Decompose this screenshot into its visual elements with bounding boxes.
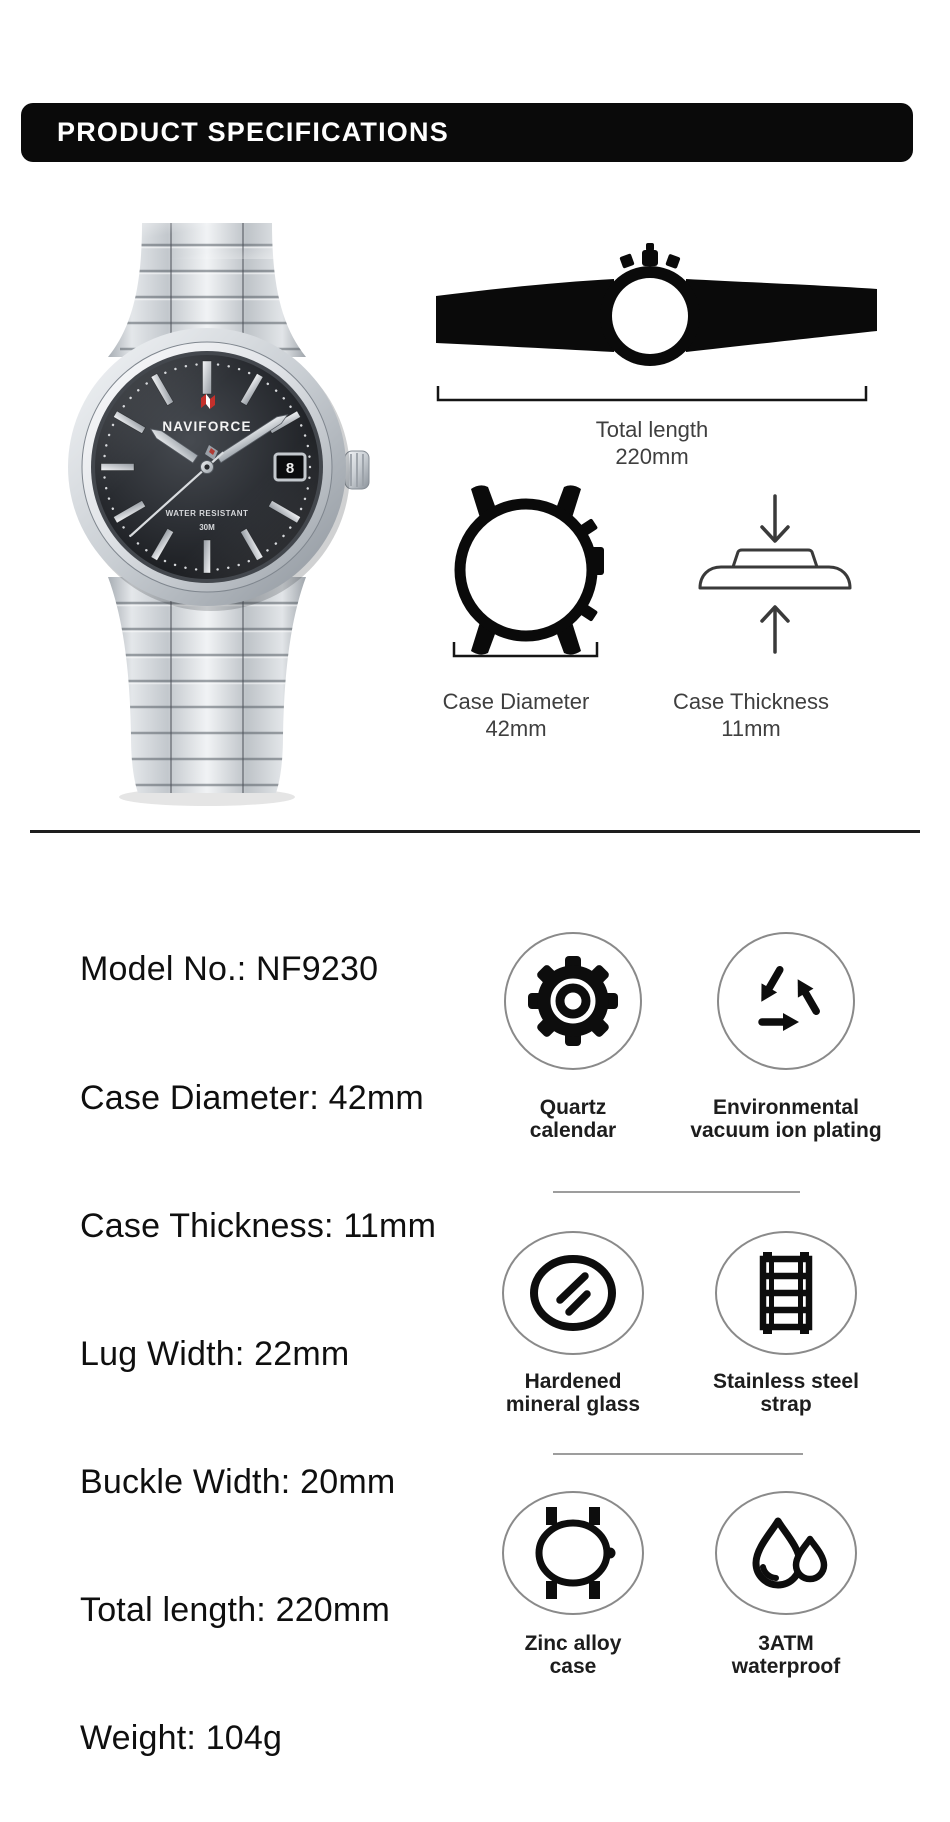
spec-lug-width: Lug Width: 22mm <box>80 1335 350 1373</box>
header-bar <box>21 103 913 162</box>
feature-divider-1 <box>553 1191 800 1193</box>
brand-name: NAVIFORCE <box>162 419 252 434</box>
total-length-label-line1: Total length <box>595 417 709 442</box>
watch-photo <box>50 175 370 820</box>
recycle-icon <box>711 926 861 1076</box>
case-diameter-value: 42mm <box>485 716 547 741</box>
feature-label-line1: Zinc alloy <box>524 1632 622 1655</box>
case-side-profile <box>700 550 850 588</box>
case-thickness-value: 11mm <box>721 716 781 741</box>
feature-label-line1: Quartz <box>539 1096 607 1119</box>
feature-ion-plating <box>661 926 911 1142</box>
spec-buckle-width: Buckle Width: 20mm <box>80 1463 396 1501</box>
feature-label-line1: Stainless steel <box>713 1370 859 1393</box>
spec-model: Model No.: NF9230 <box>80 950 379 988</box>
date-window <box>275 454 305 480</box>
spec-case-thickness: Case Thickness: 11mm <box>80 1207 437 1245</box>
spec-total-length: Total length: 220mm <box>80 1591 390 1629</box>
feature-label-line2: waterproof <box>731 1655 841 1678</box>
spec-weight: Weight: 104g <box>80 1719 283 1757</box>
mineral-glass-icon <box>498 1226 648 1360</box>
feature-label-line2: case <box>549 1655 597 1678</box>
feature-label-line1: 3ATM <box>758 1632 814 1655</box>
feature-label-line1: Hardened <box>524 1370 622 1393</box>
feature-label-line1: Environmental <box>713 1096 859 1119</box>
section-divider <box>30 830 920 833</box>
feature-label-line2: strap <box>760 1393 812 1416</box>
gear-icon <box>498 926 648 1076</box>
case-thickness-label <box>601 688 901 742</box>
total-length-measure-line <box>438 386 866 400</box>
waterproof-icon <box>711 1486 861 1620</box>
total-length-diagram <box>420 240 885 415</box>
case-thickness-diagram <box>690 485 870 660</box>
feature-label-line2: calendar <box>529 1119 617 1142</box>
case-diameter-label-line1: Case Diameter <box>442 689 590 714</box>
spec-case-diameter: Case Diameter: 42mm <box>80 1079 424 1117</box>
feature-divider-2 <box>553 1453 803 1455</box>
total-length-value: 220mm <box>615 444 689 469</box>
page-title: PRODUCT SPECIFICATIONS <box>57 117 449 147</box>
case-thickness-label-line1: Case Thickness <box>672 689 830 714</box>
case-diameter-diagram <box>430 475 670 665</box>
feature-label-line2: vacuum ion plating <box>690 1119 882 1142</box>
feature-waterproof <box>661 1486 911 1678</box>
dial-text-line1: WATER RESISTANT <box>165 509 249 518</box>
strap-icon <box>711 1226 861 1360</box>
feature-steel-strap <box>661 1226 911 1416</box>
total-length-label <box>502 416 802 470</box>
feature-label-line2: mineral glass <box>505 1393 641 1416</box>
watch-case-icon <box>498 1486 648 1620</box>
date-value: 8 <box>285 460 295 477</box>
dial-text-line2: 30M <box>199 523 215 532</box>
